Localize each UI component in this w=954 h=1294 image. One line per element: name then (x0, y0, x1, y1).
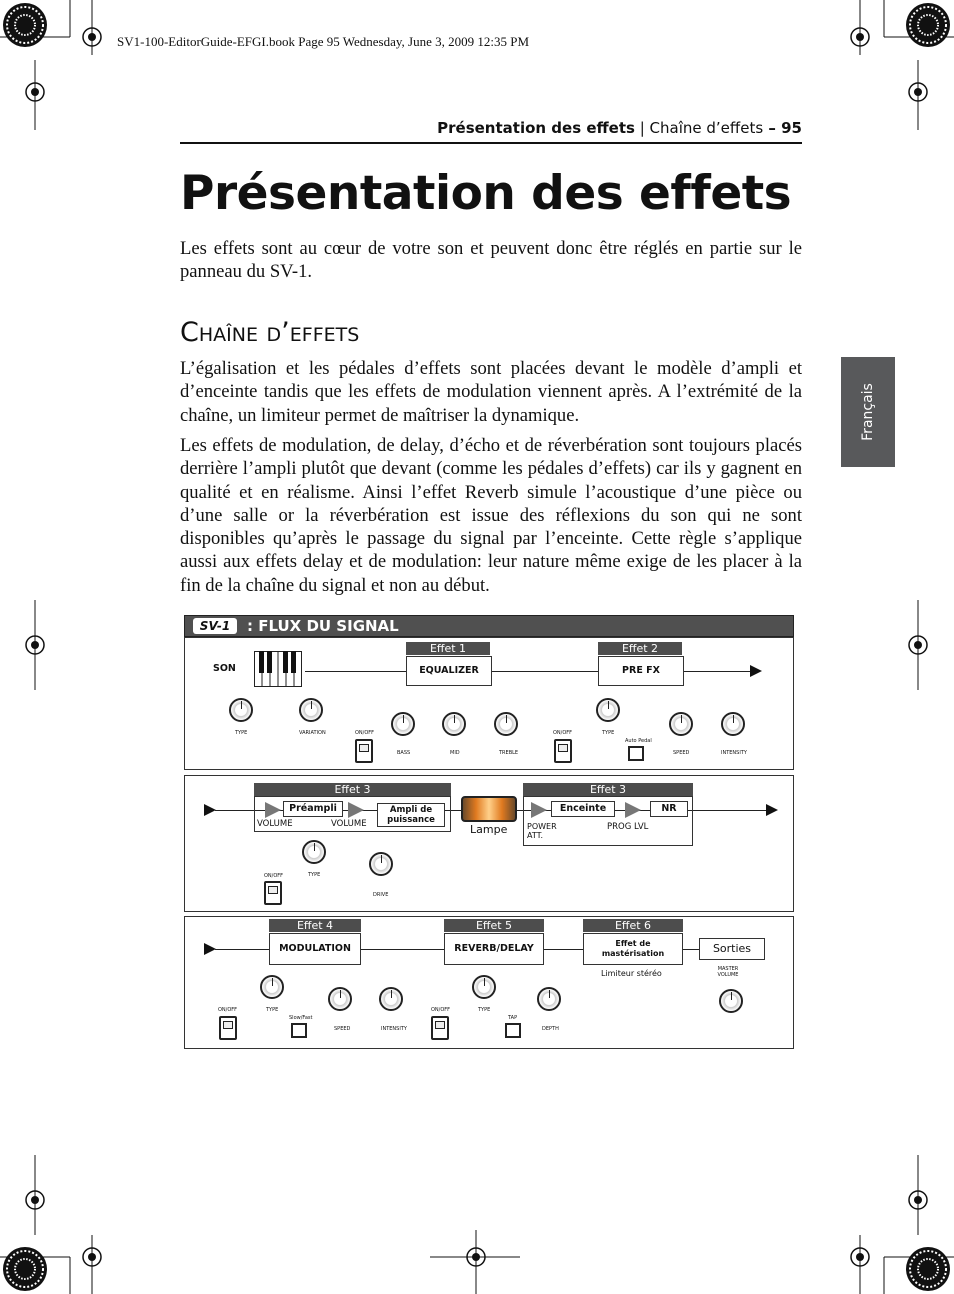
page-number: 95 (781, 119, 802, 137)
tap-label: TAP (508, 1015, 518, 1021)
effect-1-tag: Effet 1 (406, 642, 490, 655)
cabinet-triangle (531, 802, 547, 818)
depth-label: DEPTH (542, 1026, 559, 1032)
reverb-delay-box: REVERB/DELAY (444, 933, 544, 965)
body-paragraph-2: Les effets de modulation, de delay, d’écho et de réverbération sont toujours placés derrière l’ampli plutôt que devant (comme les pédales d’effets) car ils y gagnent en qualité et en réalisme. Ainsi l’effet Reverb simule l’acoustique d’une pièce ou d’une salle or la réverbération est issue des réflexions du son qui ne sont disponibles qu’après le passage du signal par l’enceinte. Cette règle s’applique aussi aux effets delay et de modulation: leur nature même exige de les placer à la fin de la chaîne du signal et non au début. (180, 435, 802, 596)
effect-4-tag: Effet 4 (269, 919, 361, 932)
depth-knob (537, 987, 561, 1011)
tap-button (505, 1023, 521, 1038)
section-title: Chaîne d’effets (180, 317, 360, 348)
type-label: TYPE (235, 730, 248, 736)
mid-knob (442, 712, 466, 736)
prefx-onoff-label: ON/OFF (553, 730, 573, 736)
amp-onoff-label: ON/OFF (264, 873, 284, 879)
signal-row-2 (184, 775, 794, 912)
diagram-title: : FLUX DU SIGNAL (247, 617, 399, 635)
auto-pedal-button (628, 746, 644, 761)
effect-2-tag: Effet 2 (598, 642, 682, 655)
signal-arrow-out (766, 804, 778, 816)
intensity-label: INTENSITY (721, 750, 747, 756)
signal-line (305, 671, 753, 672)
mod-speed-label: SPEED (334, 1026, 351, 1032)
limiteur-label: Limiteur stéréo (601, 969, 662, 978)
mod-intensity-label: INTENSITY (381, 1026, 407, 1032)
tube-icon (461, 796, 517, 822)
header-separator: | (634, 119, 650, 137)
nr-box: NR (650, 801, 688, 817)
type-knob (229, 698, 253, 722)
prog-lvl-label: PROG LVL (607, 822, 649, 832)
enceinte-box: Enceinte (551, 801, 615, 817)
mod-speed-knob (328, 987, 352, 1011)
effect-6-tag: Effet 6 (583, 919, 683, 932)
print-slug-line: SV1-100-EditorGuide-EFGI.book Page 95 Wednesday, June 3, 2009 12:35 PM (117, 34, 530, 49)
power-triangle (348, 802, 364, 818)
variation-label: VARIATION (299, 730, 326, 736)
running-header (180, 119, 802, 137)
power-att-label: POWER ATT. (527, 822, 557, 840)
pre-fx-box: PRE FX (598, 656, 684, 686)
amp-onoff-switch (264, 881, 282, 905)
speed-knob (669, 712, 693, 736)
drive-label: DRIVE (373, 892, 389, 898)
mod-onoff-switch (219, 1016, 237, 1040)
intro-paragraph: Les effets sont au cœur de votre son et peuvent donc être réglés en partie sur le panneau du SV-1. (180, 238, 802, 283)
body-paragraph-1: L’égalisation et les pédales d’effets sont placées devant le modèle d’ampli et d’enceinte tandis que les effets de modulation viennent après. A l’extrémité de la chaîne, un limiteur permet de maîtriser la dynamique. (180, 358, 802, 426)
nr-triangle (625, 802, 641, 818)
master-volume-label: MASTER VOLUME (717, 966, 739, 978)
auto-pedal-label: Auto Pedal (625, 738, 652, 744)
keyboard-icon (254, 651, 302, 687)
mod-intensity-knob (379, 987, 403, 1011)
signal-row-1 (184, 637, 794, 770)
prefx-type-label: TYPE (602, 730, 615, 736)
header-chapter: Chaîne d’effets (649, 119, 764, 137)
bass-knob (391, 712, 415, 736)
prefx-onoff-switch (554, 739, 572, 763)
treble-label: TREBLE (499, 750, 519, 756)
rev-onoff-switch (431, 1016, 449, 1040)
effect-5-tag: Effet 5 (444, 919, 544, 932)
speed-label: SPEED (673, 750, 690, 756)
mod-type-knob (260, 975, 284, 999)
power-amp-box: Ampli de puissance (377, 803, 445, 827)
son-label: SON (213, 663, 236, 674)
diagram-header (184, 615, 794, 637)
effect-3-tag-left: Effet 3 (254, 783, 451, 796)
eq-onoff-label: ON/OFF (355, 730, 375, 736)
treble-knob (494, 712, 518, 736)
preampli-box: Préampli (283, 801, 343, 817)
effect-3-tag-right: Effet 3 (523, 783, 693, 796)
variation-knob (299, 698, 323, 722)
rev-type-label: TYPE (478, 1007, 491, 1013)
header-section: Présentation des effets (437, 119, 635, 137)
sv1-logo: SV-1 (193, 618, 237, 634)
slow-fast-label: Slow/Fast (289, 1015, 313, 1021)
rev-type-knob (472, 975, 496, 999)
language-tab-label: Français (860, 383, 876, 441)
equalizer-box: EQUALIZER (406, 656, 492, 686)
mod-onoff-label: ON/OFF (218, 1007, 238, 1013)
mid-label: MID (450, 750, 460, 756)
mod-type-label: TYPE (266, 1007, 279, 1013)
volume-label-1: VOLUME (257, 819, 293, 829)
mastering-box: Effet de mastérisation (583, 933, 683, 965)
drive-knob (369, 852, 393, 876)
bass-label: BASS (397, 750, 411, 756)
master-volume-knob (719, 989, 743, 1013)
preamp-triangle (265, 802, 281, 818)
prefx-type-knob (596, 698, 620, 722)
amp-type-label: TYPE (308, 872, 321, 878)
modulation-box: MODULATION (269, 933, 361, 965)
volume-label-2: VOLUME (331, 819, 367, 829)
slow-fast-button (291, 1023, 307, 1038)
lampe-label: Lampe (470, 823, 508, 836)
eq-onoff-switch (355, 739, 373, 763)
page-title: Présentation des effets (180, 166, 792, 221)
signal-arrow (750, 665, 762, 677)
rev-onoff-label: ON/OFF (431, 1007, 451, 1013)
amp-type-knob (302, 840, 326, 864)
header-dash: – (763, 119, 782, 137)
header-rule (180, 142, 802, 144)
language-tab (841, 357, 895, 467)
intensity-knob (721, 712, 745, 736)
sorties-box: Sorties (699, 938, 765, 960)
signal-row-3 (184, 916, 794, 1049)
